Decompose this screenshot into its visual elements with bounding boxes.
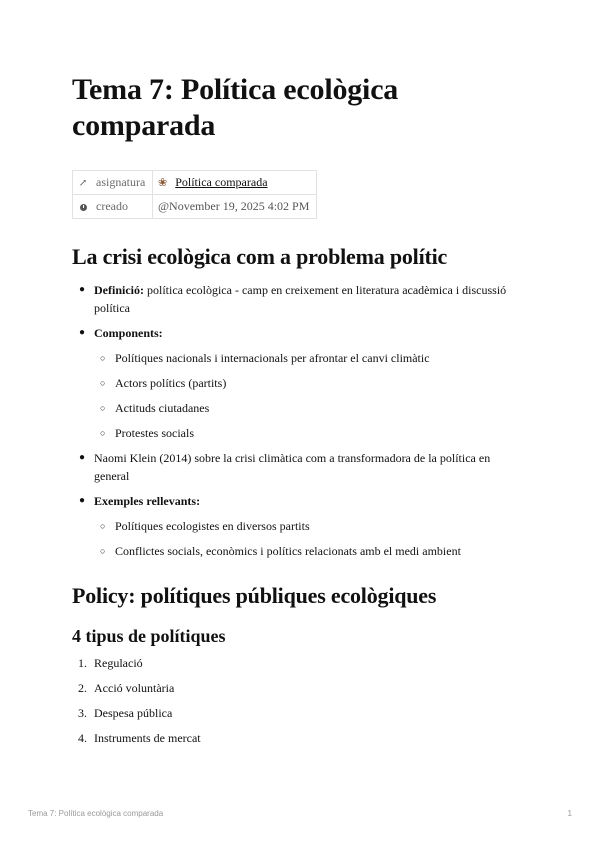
circle-bullet-icon: ○ <box>100 546 106 556</box>
list-item: 1. Regulació <box>78 656 143 670</box>
policy-types-list <box>78 654 528 747</box>
page-title: Tema 7: Política ecològica comparada <box>72 73 399 142</box>
list-item: ○ Polítiques ecologistes en diversos partits <box>100 519 310 533</box>
subsection-heading-tipus: 4 tipus de polítiques <box>72 626 226 646</box>
components-sublist <box>100 349 528 442</box>
circle-bullet-icon: ○ <box>100 428 106 438</box>
bullet-icon: ● <box>79 327 86 338</box>
list-item: 3. Despesa pública <box>78 706 173 720</box>
created-date: @November 19, 2025 4:02 PM <box>158 199 310 213</box>
property-key: asignatura <box>96 175 146 189</box>
clock-icon <box>80 204 87 211</box>
list-item: ● Definició: política ecològica - camp en creixement en literatura acadèmica i discussió política <box>79 283 507 315</box>
list-item: ○ Actituds ciutadanes <box>100 401 210 415</box>
bullet-icon: ● <box>79 495 86 506</box>
list-item: ○ Actors polítics (partits) <box>100 376 227 390</box>
subject-link[interactable]: Política comparada <box>175 175 268 189</box>
bullet-icon: ● <box>79 452 86 463</box>
list-item: ● Exemples rellevants: ○ Polítiques ecologistes en diversos partits ○ Conflictes socials, econòmics i polítics relacionats amb el medi ambient <box>94 492 528 560</box>
property-key: creado <box>96 199 128 213</box>
circle-bullet-icon: ○ <box>100 378 106 388</box>
circle-bullet-icon: ○ <box>100 403 106 413</box>
list-item: 4. Instruments de mercat <box>78 731 201 745</box>
page-icon: ❀ <box>158 177 168 189</box>
list-item: 2. Acció voluntària <box>78 681 175 695</box>
page-footer <box>28 809 572 818</box>
section-heading-crisi: La crisi ecològica com a problema polític <box>72 244 448 269</box>
circle-bullet-icon: ○ <box>100 521 106 531</box>
property-row-creado <box>73 195 317 219</box>
footer-title: Tema 7: Política ecològica comparada <box>28 809 164 818</box>
property-row-asignatura <box>73 171 317 195</box>
list-item: ○ Conflictes socials, econòmics i polítics relacionats amb el medi ambient <box>100 544 461 558</box>
document-page <box>72 72 528 747</box>
list-item: ○ Polítiques nacionals i internacionals per afrontar el canvi climàtic <box>100 351 430 365</box>
arrow-icon: ↗ <box>78 178 88 189</box>
circle-bullet-icon: ○ <box>100 353 106 363</box>
page-number: 1 <box>567 809 572 818</box>
examples-sublist <box>100 517 528 560</box>
properties-table <box>72 170 317 219</box>
list-item: ● Components: ○ Polítiques nacionals i internacionals per afrontar el canvi climàtic ○ Actors polítics (partits) ○ Actituds ciutadanes ○ Protestes socials <box>94 324 528 442</box>
bullet-icon: ● <box>79 284 86 295</box>
list-item: ○ Protestes socials <box>100 426 194 440</box>
section-heading-policy: Policy: polítiques públiques ecològiques <box>72 583 437 608</box>
list-item: ● Naomi Klein (2014) sobre la crisi climàtica com a transformadora de la política en general <box>79 451 491 483</box>
crisi-list <box>79 281 528 560</box>
